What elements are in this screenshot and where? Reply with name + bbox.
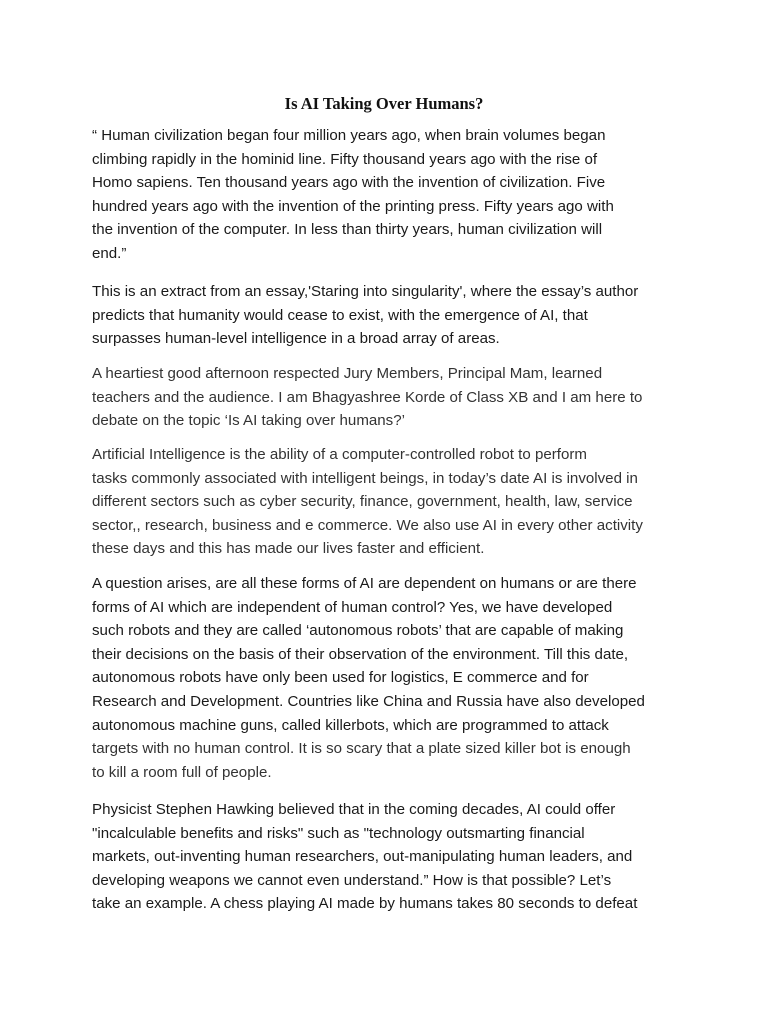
paragraph-line: A heartiest good afternoon respected Jury Members, Principal Mam, learned bbox=[92, 365, 603, 382]
paragraph-line: to kill a room full of people. bbox=[92, 763, 272, 781]
paragraph-line: tasks commonly associated with intelligent beings, in today’s date AI is involved in bbox=[92, 469, 638, 487]
paragraph-line: markets, out-inventing human researchers, out-manipulating human leaders, and bbox=[92, 848, 633, 866]
paragraph-line: predicts that humanity would cease to exist, with the emergence of AI, that bbox=[92, 306, 588, 324]
paragraph-line: autonomous machine guns, called killerbots, which are programmed to attack bbox=[92, 716, 609, 734]
paragraph-line: “ Human civilization began four million years ago, when brain volumes began bbox=[92, 127, 606, 144]
paragraph-line: sector,, research, business and e commerce. We also use AI in every other activity bbox=[92, 516, 643, 534]
paragraph-line: developing weapons we cannot even understand.” How is that possible? Let’s bbox=[92, 871, 612, 889]
paragraph-line: end.” bbox=[92, 244, 127, 262]
paragraph-line: targets with no human control. It is so scary that a plate sized killer bot is enough bbox=[92, 740, 631, 758]
paragraph-line: Artificial Intelligence is the ability of a computer-controlled robot to perform bbox=[92, 446, 587, 463]
document-title: Is AI Taking Over Humans? bbox=[284, 94, 484, 113]
paragraph-line: teachers and the audience. I am Bhagyashree Korde of Class XB and I am here to bbox=[92, 388, 643, 406]
paragraph-hawking bbox=[92, 798, 682, 916]
paragraph-extract bbox=[92, 280, 682, 351]
paragraph-autonomous-robots bbox=[92, 572, 682, 784]
paragraph-line: This is an extract from an essay,'Staring into singularity', where the essay’s author bbox=[92, 283, 639, 300]
paragraph-line: such robots and they are called ‘autonomous robots’ that are capable of making bbox=[92, 622, 624, 640]
paragraph-line: climbing rapidly in the hominid line. Fifty thousand years ago with the rise of bbox=[92, 150, 598, 168]
paragraph-line: surpasses human-level intelligence in a broad array of areas. bbox=[92, 330, 500, 348]
paragraph-line: debate on the topic ‘Is AI taking over humans?’ bbox=[92, 412, 405, 430]
paragraph-greeting bbox=[92, 362, 682, 433]
paragraph-line: Research and Development. Countries like China and Russia have also developed bbox=[92, 692, 645, 710]
paragraph-line: "incalculable benefits and risks" such as "technology outsmarting financial bbox=[92, 824, 585, 842]
paragraph-line: the invention of the computer. In less than thirty years, human civilization will bbox=[92, 221, 603, 239]
paragraph-line: Physicist Stephen Hawking believed that in the coming decades, AI could offer bbox=[92, 801, 616, 818]
paragraph-line: forms of AI which are independent of human control? Yes, we have developed bbox=[92, 598, 613, 616]
paragraph-line: these days and this has made our lives faster and efficient. bbox=[92, 540, 485, 558]
paragraph-line: take an example. A chess playing AI made by humans takes 80 seconds to defeat bbox=[92, 895, 638, 913]
paragraph-line: A question arises, are all these forms of AI are dependent on humans or are there bbox=[92, 575, 637, 592]
paragraph-line: Homo sapiens. Ten thousand years ago with the invention of civilization. Five bbox=[92, 174, 606, 192]
paragraph-line: hundred years ago with the invention of the printing press. Fifty years ago with bbox=[92, 197, 614, 215]
paragraph-quote bbox=[92, 124, 682, 266]
paragraph-line: autonomous robots have only been used for logistics, E commerce and for bbox=[92, 669, 589, 687]
paragraph-line: their decisions on the basis of their observation of the environment. Till this date, bbox=[92, 645, 629, 663]
paragraph-definition bbox=[92, 443, 682, 561]
paragraph-line: different sectors such as cyber security, finance, government, health, law, service bbox=[92, 493, 633, 511]
